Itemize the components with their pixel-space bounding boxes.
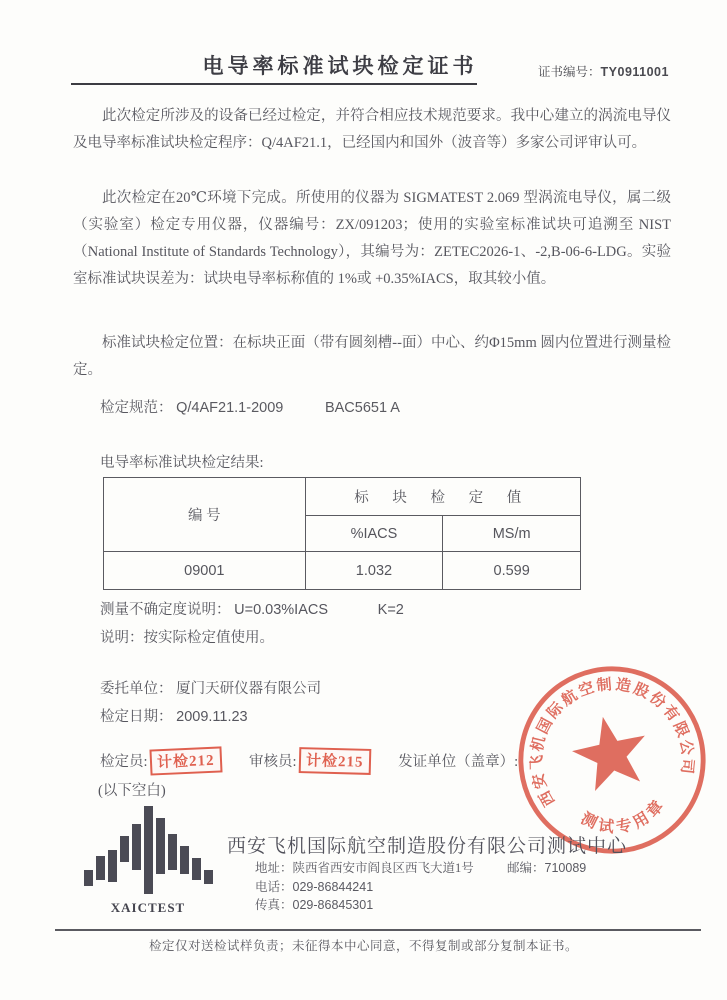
certificate-number: [538, 62, 669, 80]
seal-ring-text: 西安飞机国际航空制造股份有限公司: [528, 676, 697, 809]
spec-value-1: Q/4AF21.1-2009: [176, 400, 284, 416]
date-line: [100, 705, 248, 726]
col-header-msm: MS/m: [443, 516, 581, 552]
table-row: [104, 552, 581, 590]
fax-value: 029-86845301: [292, 898, 374, 912]
uncertainty-label: 测量不确定度说明：: [100, 602, 231, 618]
col-header-group: 标 块 检 定 值: [305, 478, 580, 516]
k-factor: K=2: [377, 602, 404, 618]
disclaimer-text: 检定仅对送检试样负责；未征得本中心同意，不得复制或部分复制本证书。: [148, 939, 578, 953]
seal-bottom-text: 测试专用章: [578, 794, 670, 837]
page-title: 电导率标准试块检定证书: [202, 54, 478, 78]
xaictest-logo: [80, 806, 216, 916]
logo-bars-icon: [80, 806, 216, 898]
date-value: 2009.11.23: [176, 709, 248, 725]
verifier-stamp: 计检212: [149, 746, 222, 775]
signature-row: [100, 748, 518, 774]
issuer-label: 发证单位（盖章）:: [398, 754, 519, 770]
cell-block-id: 09001: [104, 552, 306, 590]
uncertainty-value: U=0.03%IACS: [234, 602, 329, 618]
col-header-id: 编 号: [104, 478, 306, 552]
verifier-label: 检定员:: [100, 754, 148, 770]
cell-iacs-value: 1.032: [305, 552, 443, 590]
spec-value-2: BAC5651 A: [324, 400, 400, 416]
spec-line: [100, 396, 400, 417]
reviewer-label: 审核员:: [249, 754, 297, 770]
certificate-number-value: TY0911001: [600, 65, 669, 79]
paragraph-instrument: 此次检定在20℃环境下完成。所使用的仪器为 SIGMATEST 2.069 型涡流电导仪，属二级（实验室）检定专用仪器，仪器编号：ZX/091203；使用的实验室标准试块可追溯至 NIST（National Institute of Standards Technology），其编号为：ZETEC2026-1、-2,B-06-6-LDG。实验室标准试块误差为：试块电导率标称值的 1%或 +0.35%IACS，取其较小值。: [73, 190, 671, 287]
reviewer-stamp: 计检215: [298, 747, 370, 775]
zip-value: 710089: [544, 861, 587, 875]
header-divider: [71, 83, 477, 85]
fax-line: [255, 895, 373, 913]
col-header-iacs: %IACS: [305, 516, 443, 552]
uncertainty-line: [100, 598, 404, 619]
phone-value: 029-86844241: [292, 880, 374, 894]
blank-below-note: (以下空白): [98, 783, 166, 799]
phone-label: 电话：: [255, 880, 293, 894]
usage-note: 说明：按实际检定值使用。: [100, 630, 274, 646]
results-table: [103, 477, 581, 590]
fax-label: 传真：: [255, 898, 293, 912]
issuing-company-name: 西安飞机国际航空制造股份有限公司测试中心: [227, 836, 628, 857]
address-label: 地址：: [255, 861, 293, 875]
spec-label: 检定规范：: [100, 400, 173, 416]
phone-line: [255, 877, 373, 895]
table-header-row-1: [104, 478, 581, 516]
paragraph-position: 标准试块检定位置：在标块正面（带有圆刻槽--面）中心、约Φ15mm 圆内位置进行测量检定。: [73, 335, 671, 378]
certificate-number-label: 证书编号：: [538, 65, 601, 79]
seal-star-icon: [566, 709, 654, 794]
zip-line: [507, 858, 586, 876]
date-label: 检定日期：: [100, 709, 173, 725]
paragraph-equipment: 此次检定所涉及的设备已经过检定，并符合相应技术规范要求。我中心建立的涡流电导仪及电导率标准试块检定程序：Q/4AF21.1，已经国内和国外（波音等）多家公司评审认可。: [73, 108, 671, 151]
client-label: 委托单位：: [100, 681, 173, 697]
client-line: [100, 677, 321, 698]
footer-divider: [55, 929, 701, 931]
cell-msm-value: 0.599: [443, 552, 581, 590]
client-value: 厦门天研仪器有限公司: [176, 681, 322, 697]
logo-text: XAICTEST: [110, 900, 186, 915]
results-caption: 电导率标准试块检定结果:: [100, 455, 264, 471]
zip-label: 邮编：: [507, 861, 545, 875]
address-line: [255, 858, 474, 876]
address-value: 陕西省西安市阎良区西飞大道1号: [292, 861, 474, 875]
